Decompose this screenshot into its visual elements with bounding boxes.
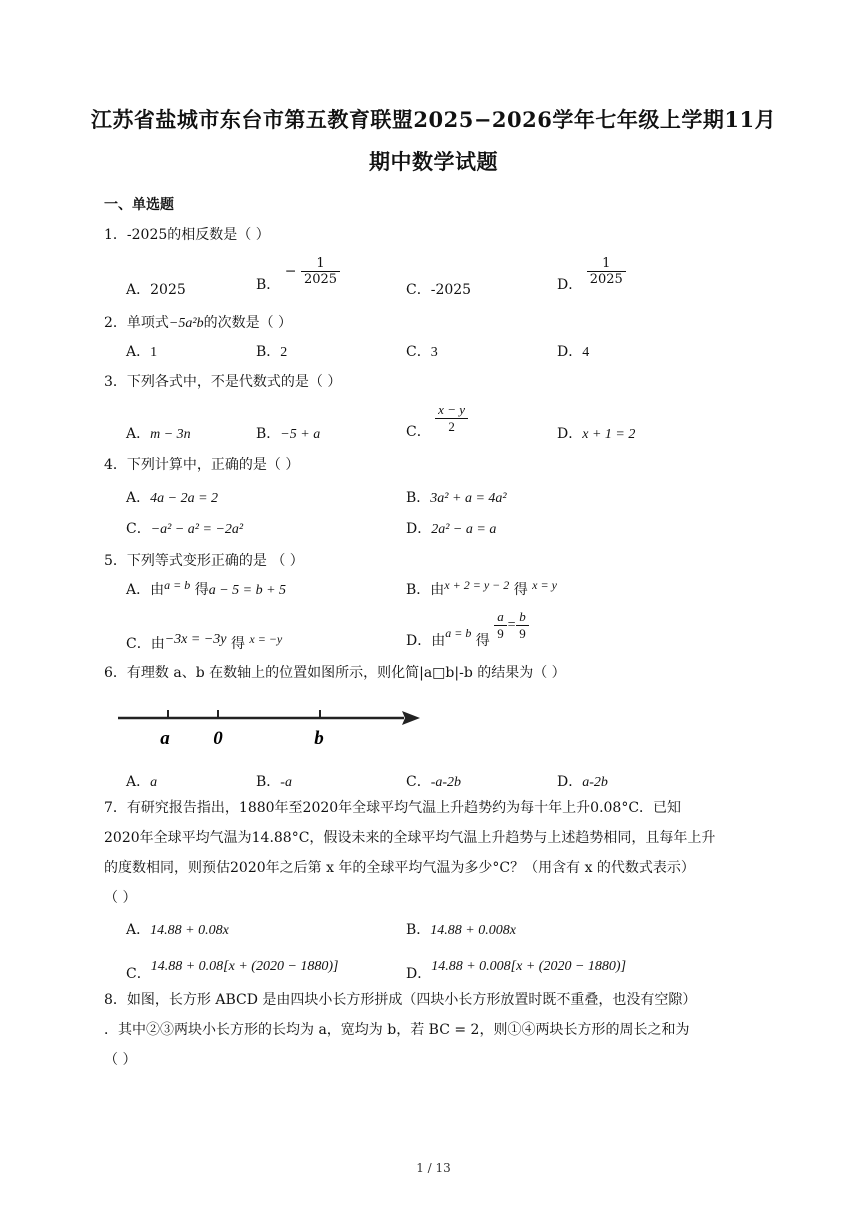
- option-label: A．由: [126, 582, 165, 598]
- stem-text: 2．单项式: [104, 315, 169, 331]
- question-8-stem: [104, 985, 764, 1075]
- condition: x + 2 = y − 2: [444, 578, 510, 592]
- q7-option-b: [406, 919, 516, 939]
- monomial: −5a²b: [168, 316, 204, 331]
- option-text: −a² − a² = −2a²: [150, 522, 244, 537]
- q3-option-c: [406, 402, 468, 440]
- fraction: [516, 609, 529, 642]
- get-word: 得: [475, 632, 490, 649]
- question-2-stem: [104, 312, 292, 332]
- stem-line: 2020年全球平均气温为14.88°C，假设未来的全球平均气温上升趋势与上述趋势相同，且每年上升: [104, 830, 716, 846]
- option-text: 3a² + a = 4a²: [430, 491, 507, 506]
- numerator: 1: [587, 256, 626, 272]
- q2-option-c: [406, 341, 438, 361]
- exam-title-line-2: 期中数学试题: [369, 149, 498, 174]
- q2-option-a: [126, 341, 157, 361]
- option-text: -a-2b: [430, 775, 462, 790]
- option-label: A．: [126, 344, 151, 360]
- q3-option-a: [126, 423, 191, 443]
- stem-line: 7．有研究报告指出，1880年至2020年全球平均气温上升趋势约为每十年上升0.08°C．已知: [104, 800, 682, 816]
- option-text: −5 + a: [280, 427, 321, 442]
- q2-option-d: [557, 341, 589, 361]
- q4-option-d: [406, 518, 496, 538]
- option-label: B．: [256, 426, 281, 442]
- q5-option-d: [406, 609, 529, 649]
- q1-option-b: [256, 256, 340, 293]
- option-text: -a: [280, 775, 292, 790]
- option-text: 4: [582, 345, 590, 360]
- result: x = −y: [249, 632, 283, 646]
- option-text: -2025: [430, 282, 472, 298]
- q1-option-d: [557, 256, 626, 293]
- option-label: B．由: [406, 582, 445, 598]
- option-label: C．: [406, 774, 431, 790]
- fraction: [587, 256, 626, 287]
- fraction: [494, 609, 507, 642]
- q1-option-a: [126, 279, 186, 299]
- question-1-stem: 1．-2025的相反数是（ ）: [104, 227, 270, 243]
- option-text: 4a − 2a = 2: [150, 491, 219, 506]
- numerator: x − y: [435, 402, 468, 419]
- q5-option-b: [406, 579, 557, 599]
- q7-option-d: [406, 955, 627, 982]
- q7-option-a: [126, 919, 229, 939]
- option-label: D．由: [406, 632, 446, 649]
- option-label: D．: [557, 774, 583, 790]
- numerator: 1: [301, 256, 340, 272]
- option-text: m − 3n: [150, 427, 191, 442]
- option-text: 14.88 + 0.008x: [430, 923, 516, 938]
- minus-sign: −: [284, 263, 297, 280]
- get-word: 得: [513, 582, 528, 598]
- option-label: D．: [557, 276, 583, 293]
- option-label: D．: [557, 344, 583, 360]
- equals-sign: =: [506, 617, 517, 633]
- option-label: C．: [406, 344, 431, 360]
- option-label: B．: [256, 344, 281, 360]
- stem-text: 的次数是（ ）: [203, 315, 293, 331]
- condition: a = b: [445, 626, 472, 640]
- q4-option-b: [406, 487, 507, 507]
- question-6-stem: 6．有理数 a、b 在数轴上的位置如图所示，则化简|a□b|-b 的结果为（ ）: [104, 665, 566, 681]
- stem-line: 8．如图，长方形 ABCD 是由四块小长方形拼成（四块小长方形放置时既不重叠，也没有空隙）: [104, 992, 697, 1008]
- option-text: 14.88 + 0.08[x + (2020 − 1880)]: [150, 959, 339, 974]
- option-label: D．: [406, 521, 432, 537]
- numerator: b: [516, 609, 529, 626]
- denominator: 9: [497, 626, 504, 641]
- question-5-stem: 5．下列等式变形正确的是 （ ）: [104, 553, 304, 569]
- q6-option-c: [406, 771, 461, 791]
- option-label: B．: [406, 490, 431, 506]
- q4-option-a: [126, 487, 218, 507]
- option-label: C．: [126, 521, 151, 537]
- stem-line: 的度数相同，则预估2020年之后第 x 年的全球平均气温为多少°C？（用含有 x 的代数式表示）: [104, 860, 695, 876]
- q6-option-b: [256, 771, 292, 791]
- q1-option-c: [406, 279, 471, 299]
- option-text: 1: [150, 345, 158, 360]
- denominator: 2: [448, 419, 455, 434]
- option-text: x + 1 = 2: [582, 427, 636, 442]
- denominator: 2025: [589, 272, 623, 287]
- option-label: A．: [126, 774, 151, 790]
- result: x = y: [532, 578, 557, 592]
- option-label: D．: [406, 966, 432, 982]
- option-text: 14.88 + 0.08x: [150, 923, 229, 938]
- q3-option-d: [557, 423, 635, 443]
- option-label: A．: [126, 922, 151, 938]
- denominator: 9: [519, 626, 526, 641]
- option-text: 3: [430, 345, 438, 360]
- numerator: a: [494, 609, 507, 626]
- option-label: B．: [256, 774, 281, 790]
- option-text: 2a² − a = a: [431, 522, 497, 537]
- option-label: C．: [406, 423, 431, 440]
- option-text: a: [150, 775, 158, 790]
- fraction: [301, 256, 340, 287]
- q5-option-c: [126, 633, 282, 653]
- q6-option-d: [557, 771, 608, 791]
- stem-line: （ ）: [104, 890, 137, 906]
- number-line-figure: [114, 700, 426, 752]
- option-label: B．: [406, 922, 431, 938]
- option-label: D．: [557, 426, 583, 442]
- get-word: 得: [230, 636, 245, 652]
- fraction: [435, 402, 468, 435]
- question-7-stem: [104, 793, 764, 913]
- option-label: A．: [126, 426, 151, 442]
- q4-option-c: [126, 518, 243, 538]
- stem-line: （ ）: [104, 1052, 137, 1068]
- arrow-head: [402, 711, 420, 725]
- label-zero: 0: [213, 728, 223, 749]
- option-label: C．: [406, 282, 431, 298]
- q2-option-b: [256, 341, 287, 361]
- option-text: 2: [280, 345, 288, 360]
- option-label: B．: [256, 276, 281, 293]
- exam-title-line-1: 江苏省盐城市东台市第五教育联盟2025−2026学年七年级上学期11月: [90, 107, 777, 132]
- get-word: 得: [194, 582, 209, 598]
- option-text: 2025: [150, 282, 186, 298]
- option-text: a-2b: [582, 775, 608, 790]
- q3-option-b: [256, 423, 320, 443]
- denominator: 2025: [303, 272, 338, 287]
- label-b: b: [314, 728, 324, 749]
- option-text: 14.88 + 0.008[x + (2020 − 1880)]: [431, 959, 627, 974]
- option-label: A．: [126, 490, 151, 506]
- q5-option-a: [126, 579, 286, 599]
- stem-line: ．其中②③两块小长方形的长均为 a，宽均为 b，若 BC = 2，则①④两块长方形的周长之和为: [104, 1022, 690, 1038]
- option-label: C．由: [126, 636, 165, 652]
- question-3-stem: 3．下列各式中，不是代数式的是（ ）: [104, 374, 342, 390]
- option-label: A．: [126, 282, 151, 298]
- page-number: 1 / 13: [416, 1161, 451, 1175]
- condition: −3x = −3y: [164, 632, 227, 647]
- condition: a = b: [164, 578, 191, 592]
- q7-option-c: [126, 955, 339, 982]
- option-label: C．: [126, 966, 151, 982]
- result: a − 5 = b + 5: [208, 583, 287, 598]
- label-a: a: [160, 728, 170, 749]
- section-heading: 一、单选题: [104, 197, 174, 213]
- question-4-stem: 4．下列计算中，正确的是（ ）: [104, 457, 300, 473]
- q6-option-a: [126, 771, 157, 791]
